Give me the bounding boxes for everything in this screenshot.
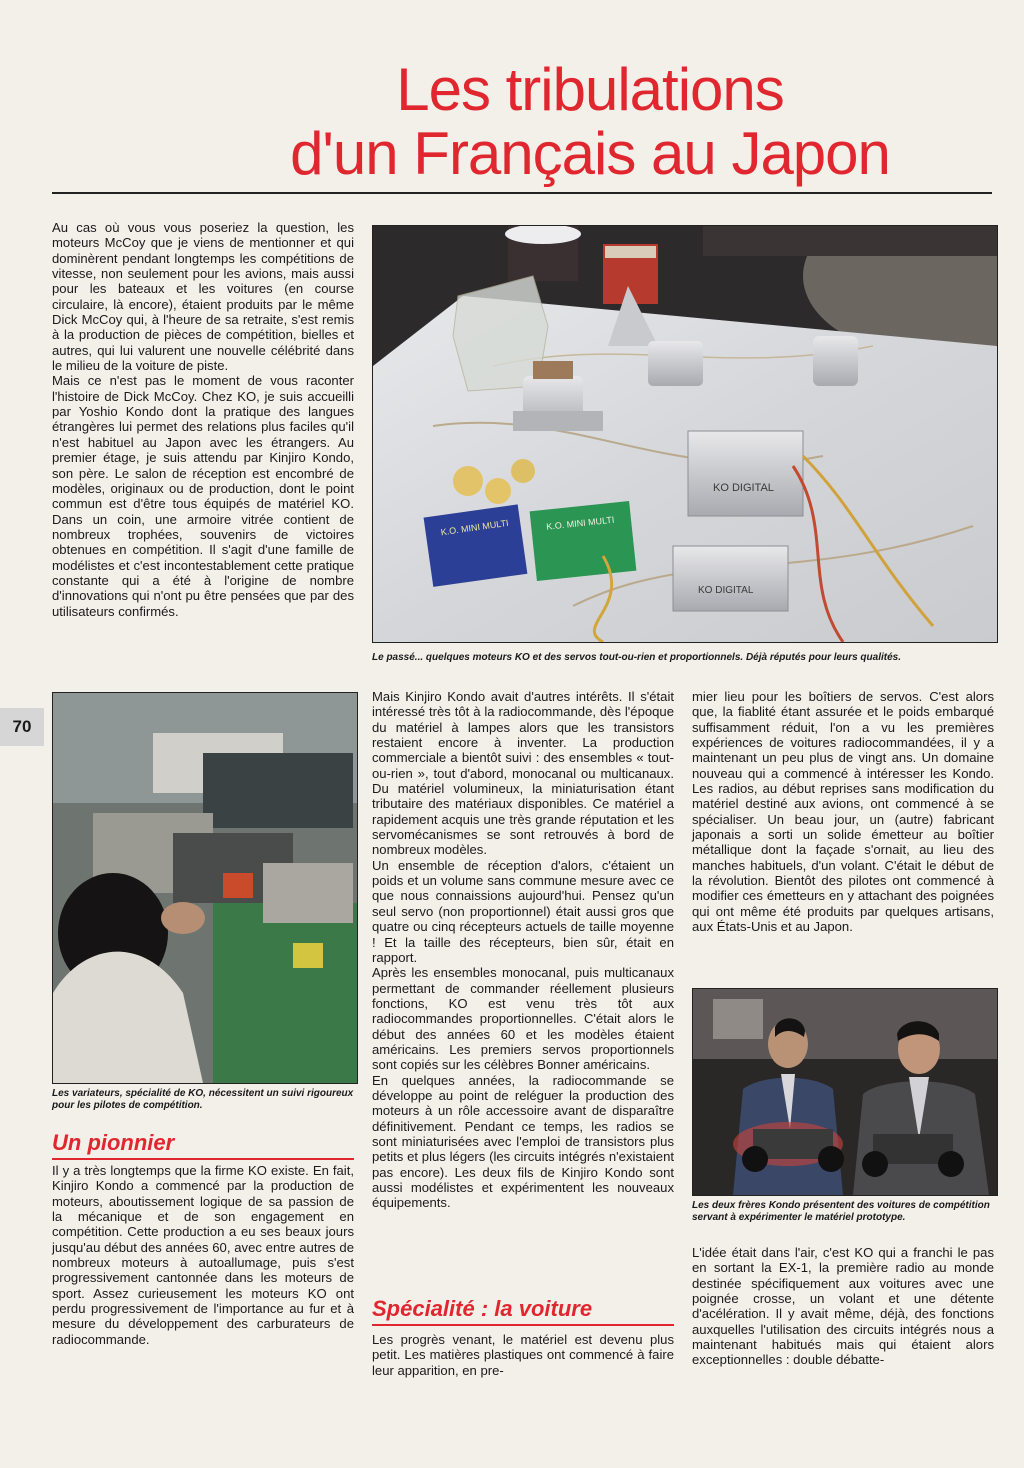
intro-paragraph: Mais ce n'est pas le moment de vous raconter l'histoire de Dick McCoy. Chez KO, je suis accueilli par Yoshio Kondo dont la pratique des langues étrangères lui permet des relations plus faciles qu'il n'est habituel au Japon avec les étrangers. Au premier étage, je suis attendu par Kinjiro Kondo, son père. Le salon de réception est encombré de modèles, originaux ou de production, dont le point commun est d'être tous équipés de matériel KO. Dans un coin, une armoire vitrée contient de nombreux trophées, souvenirs de victoires obtenues en compétition. Il s'agit d'une famille de modélistes et c'est incontestablement cette pratique constante qui a été à l'origine de nombre d'innovations qui n'ont pu être pensées que par des utilisateurs confirmés. (52, 373, 354, 619)
middle-paragraph: Après les ensembles monocanal, puis multicanaux permettant de commander réellement plusieurs fonctions, KO est venu très tôt aux radiocommandes proportionnelles. C'était alors le début des années 60 et les modèles étaient américains. Les premiers servos proportionnels sont copiés sur les célèbres Bonner américains. (372, 965, 674, 1073)
section-voiture-text: Les progrès venant, le matériel est devenu plus petit. Les matières plastiques ont commencé à faire leur apparition, en pre- (372, 1332, 674, 1378)
middle-paragraph: Un ensemble de réception d'alors, c'étaient un poids et un volume sans commune mesure avec ce que nous connaissions aujourd'hui. Pensez qu'un seul servo (non proportionnel) était aussi gros que quatre ou cinq récepteurs actuels de taille moyenne ! Et la taille des récepteurs, bien sûr, était en rapport. (372, 857, 674, 965)
middle-column (372, 689, 674, 1211)
servo-label-2: K.O. MINI MULTI (545, 514, 615, 532)
title-line-2: d'un Français au Japon (290, 120, 890, 187)
caption-kondo-brothers: Les deux frères Kondo présentent des voitures de compétition servant à expérimenter le matériel prototype. (692, 1200, 990, 1223)
servo-label-1: K.O. MINI MULTI (440, 517, 510, 538)
technician-image (53, 693, 357, 1083)
kondo-brothers-image (693, 989, 997, 1195)
intro-paragraph: Au cas où vous vous poseriez la question, les moteurs McCoy que je viens de mentionner et qui dominèrent pendant longtemps les compétitions de vitesse, non seulement pour les avions, mais aussi pour les bateaux et les voitures (en course circulaire, là encore), étaient produits par le même Dick McCoy qui, à l'heure de sa retraite, s'est remis à la production de pièces de compétition, bielles et autres, qui lui valurent une nouvelle célébrité dans le milieu de la voiture de piste. (52, 220, 354, 374)
middle-paragraph: Mais Kinjiro Kondo avait d'autres intérêts. Il s'était intéressé très tôt à la radiocommande, dès l'époque du matériel à lampes alors que les transistors restaient encore à inventer. La production commerciale a bientôt suivi : des ensembles « tout-ou-rien », tout d'abord, monocanal ou multicanaux. Du matériel volumineux, la miniaturisation étant tributaire des matériaux disponibles. Ce matériel a rapidement acquis une très grande réputation et les servomécanismes se sont retrouvés à bord de nombreux modèles. (372, 689, 674, 858)
page-number: 70 (0, 708, 44, 746)
engines-servos-image (373, 226, 997, 642)
right-column-bottom: L'idée était dans l'air, c'est KO qui a franchi le pas en sortant la EX-1, la première radio au monde destinée spécifiquement aux voitures avec une poignée crosse, un volant et une détente d'acélération. Il y avait même, déjà, des fonctions auxquelles l'utilisation des circuits intégrés nous a maintenant habitués mais qui étaient alors exceptionnelles : double débatte- (692, 1245, 994, 1368)
section-rule-voiture (372, 1324, 674, 1326)
caption-engines-servos: Le passé... quelques moteurs KO et des servos tout-ou-rien et proportionnels. Déjà réputés pour leurs qualités. (372, 652, 901, 663)
photo-engines-servos (372, 225, 998, 643)
box-label-1: KO DIGITAL (713, 482, 774, 494)
intro-column (52, 220, 354, 619)
caption-technician: Les variateurs, spécialité de KO, nécessitent un suivi rigoureux pour les pilotes de compétition. (52, 1088, 354, 1111)
photo-kondo-brothers (692, 988, 998, 1196)
title-rule (52, 192, 992, 194)
section-rule-pionnier (52, 1158, 354, 1160)
right-column-top: mier lieu pour les boîtiers de servos. C'est alors que, la fiablité étant assurée et le poids embarqué suffisamment réduit, l'on a vu les premières expériences de voitures radiocommandées, il y a maintenant un peu plus de vingt ans. Un domaine nouveau qui a commencé à intéresser les Kondo. Les radios, au début reprises sans modification du matériel destiné aux avions, ont commencé à se spécialiser. Un beau jour, un (autre) fabricant japonais a sorti un solide émetteur au boîtier métallique dont la façade s'ornait, au lieu des manches habituels, d'un volant. C'était le début de la révolution. Bientôt des pilotes ont commencé à modifier ces émetteurs en y attachant des poignées qui ont même été produits par quelques artisans, aux États-Unis et au Japon. (692, 689, 994, 935)
middle-paragraph: En quelques années, la radiocommande se développe au point de reléguer la production des moteurs à un rôle accessoire avant de disparaître définitivement. Pendant ce temps, les radios se sont miniaturisées avec l'emploi de transistors plus petits et plus légers (les circuits intégrés n'existaient pas encore). Les deux fils de Kinjiro Kondo sont aussi modélistes et expérimentent les nouveaux équipements. (372, 1072, 674, 1211)
box-label-2: KO DIGITAL (698, 585, 754, 596)
article-title (250, 58, 930, 186)
section-heading-voiture: Spécialité : la voiture (372, 1296, 593, 1321)
section-pionnier-text: Il y a très longtemps que la firme KO existe. En fait, Kinjiro Kondo a commencé par la production de moteurs, aboutissement logique de sa passion de la mécanique et de son engagement en compétition. Cette production a eu ses beaux jours jusqu'au début des années 60, avec entre autres de nombreux moteurs à autoallumage, puis s'est progressivement cantonnée dans les moteurs de sport. Assez curieusement les moteurs KO ont perdu progressivement de l'importance au fur et à mesure du développement des carburateurs de radiocommande. (52, 1163, 354, 1347)
title-line-1: Les tribulations (396, 56, 784, 123)
photo-technician (52, 692, 358, 1084)
section-heading-pionnier: Un pionnier (52, 1130, 175, 1155)
